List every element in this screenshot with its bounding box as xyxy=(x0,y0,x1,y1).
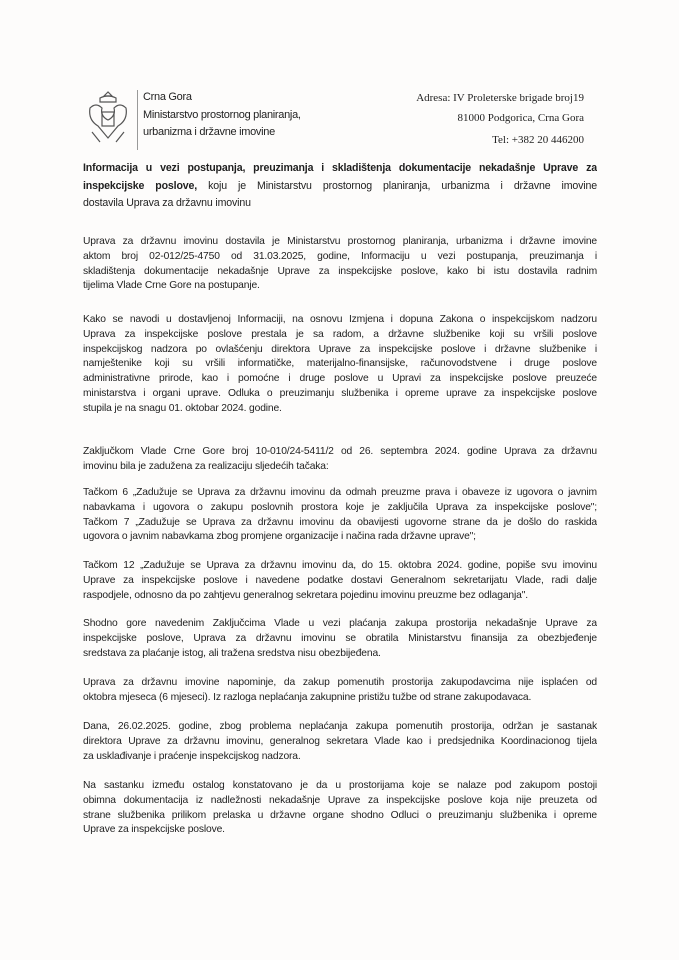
paragraph-line: Uprava za inspekcijske poslove prestala je sa radom, a državne službenike koji su vršili poslove xyxy=(83,328,597,340)
paragraph-line: stupila je na snagu 01. oktobar 2024. godine. xyxy=(83,402,282,414)
paragraph-line: Dana, 26.02.2025. godine, zbog problema neplaćanja zakupa pomenutih prostorija, održan je sastanak xyxy=(83,721,597,732)
paragraph-line: Uprava za državnu imovinu dostavila je Ministarstvu prostornog planiranja, urbanizma i državne imovine xyxy=(83,236,597,247)
document-title-line2 xyxy=(83,179,597,194)
paragraph-line: namještenike koji su vršili informatičke, materijalno-finansijske, računovodstvene i druge poslove xyxy=(83,358,597,370)
org-ministry-line2: urbanizma i državne imovine xyxy=(143,126,275,138)
paragraph-line: aktom broj 02-012/25-4750 od 31.03.2025, godine, Informaciju u vezi postupanja, preuzimanja i xyxy=(83,250,597,262)
paragraph-line: sredstava za plaćanje istog, ali tražena sredstva nisu obezbijeđena. xyxy=(83,647,381,659)
address-city: 81000 Podgorica, Crna Gora xyxy=(457,112,584,124)
paragraph-line: Na sastanku između ostalog konstatovano je da u prostorijama koje se nalaze pod zakupom postoji xyxy=(83,780,597,791)
paragraph-line: Tačkom 7 „Zadužuje se Uprava za državnu imovinu da obavijesti ugovorne strane da je došlo do raskida xyxy=(83,516,597,528)
title-bold-text: inspekcijske poslove, xyxy=(83,180,198,192)
paragraph-line: imovinu bila je zadužena za realizaciju sljedećih tačaka: xyxy=(83,460,329,472)
paragraph-line: za usklađivanje i praćenje inspekcijskog nadzora. xyxy=(83,750,301,762)
paragraph-line: oktobra mjeseca (6 mjeseci). Iz razloga neplaćanja zakupnine pristižu tužbe od strane zakupodavaca. xyxy=(83,691,532,703)
paragraph-line: ugovora o javnim nabavkama zbog promjene organizacije i načina rada državne uprave"; xyxy=(83,531,476,543)
paragraph-line: skladištenja dokumentacije nekadašnje Uprave za inspekcijske poslove, kako bi istu dostavila radnim xyxy=(83,265,597,277)
paragraph-line: Uprava za državnu imovine napominje, da zakup pomenutih prostorija zakupodavcima nije isplaćen od xyxy=(83,677,597,688)
org-country: Crna Gora xyxy=(143,91,192,103)
paragraph-line: direktora Uprave za državnu imovinu, generalnog sekretara Vlade kao i predsjednika Koordinacionog tijela xyxy=(83,735,597,747)
header-divider xyxy=(137,90,138,150)
address-phone: Tel: +382 20 446200 xyxy=(492,134,584,146)
paragraph-line: Kako se navodi u dostavljenoj Informaciji, na osnovu Izmjena i dopuna Zakona o inspekcijskom nadzoru xyxy=(83,314,597,325)
document-title-line1 xyxy=(83,161,597,176)
title-bold-text: Informacija u vezi postupanja, preuzimanja i skladištenja dokumentacije nekadašnje Uprave za xyxy=(83,162,597,174)
paragraph-line: tijelima Vlade Crne Gore na postupanje. xyxy=(83,280,260,292)
paragraph-line: ministarstva i organi uprave. Odluka o preuzimanju službenika i opreme uprave za inspekcijske poslove xyxy=(83,388,597,399)
paragraph-line: obimna dokumentacija iz nadležnosti nekadašnje Uprave za inspekcijske poslove koja nije preuzeta od xyxy=(83,794,597,806)
org-ministry-line1: Ministarstvo prostornog planiranja, xyxy=(143,109,301,121)
paragraph-line: Uprave za inspekcijske poslove i navedene podatke dostavi Generalnom sekretarijatu Vlade, radi dalje xyxy=(83,574,597,586)
address-street: Adresa: IV Proleterske brigade broj19 xyxy=(416,92,584,104)
paragraph-line: raspodjele, odnosno da po zahtjevu generalnog sekretara pojedinu imovinu preuzme bez odlaganja". xyxy=(83,589,528,601)
paragraph-line: Uprave za inspekcijske poslove. xyxy=(83,824,225,836)
paragraph-line: administrativne prirode, kao i pomoćne i druge poslove u Upravi za inspekcijske poslove preuzeće xyxy=(83,373,597,385)
paragraph-line: Shodno gore navedenim Zaključcima Vlade u vezi plaćanja zakupa prostorija nekadašnje Uprave za xyxy=(83,618,597,629)
document-title-line3: dostavila Uprava za državnu imovinu xyxy=(83,197,251,209)
paragraph-line: Tačkom 6 „Zadužuje se Uprava za državnu imovinu da odmah preuzme prava i obaveze iz ugovora o javnim xyxy=(83,487,597,498)
title-text: koju je Ministarstvu prostornog planiranja, urbanizma i državne imovine xyxy=(197,180,597,192)
coat-of-arms-emblem xyxy=(86,88,130,148)
paragraph-line: nabavkama i ugovora o zakupu poslovnih prostora koje je zaključila Uprava za inspekcijske poslove"; xyxy=(83,501,597,513)
paragraph-line: strane službenika prilikom prelaska u državne organe shodno Odluci o preuzimanju službenika i opreme xyxy=(83,809,597,821)
paragraph-line: Zaključkom Vlade Crne Gore broj 10-010/24-5411/2 od 26. septembra 2024. godine Uprava za državnu xyxy=(83,446,597,457)
paragraph-line: inspekcijske poslove, Uprava za državnu imovinu se obratila Ministarstvu finansija za obezbjeđenje xyxy=(83,632,597,644)
paragraph-line: Tačkom 12 „Zadužuje se Uprava za državnu imovinu da, do 15. oktobra 2024. godine, popiše svu imovinu xyxy=(83,560,597,571)
paragraph-line: inspekcijskog nadzora po ovlašćenju direktora Uprave za inspekcijske poslove i državne službenike i xyxy=(83,343,597,355)
